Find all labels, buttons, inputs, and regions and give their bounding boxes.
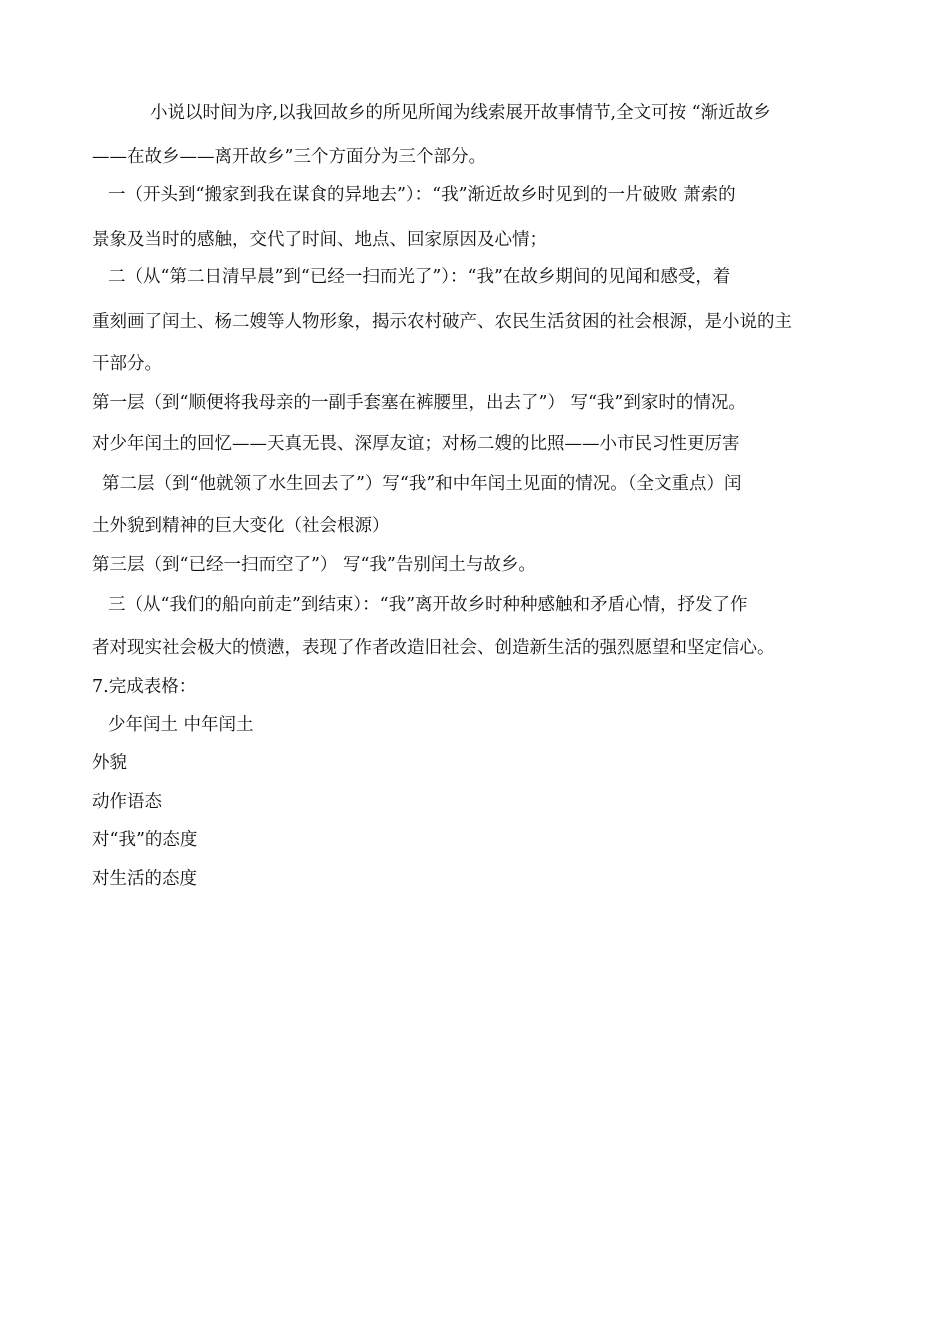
text-line-part1-1: 一（开头到“搬家到我在谋食的异地去”）：“我”渐近故乡时见到的一片破败 萧索的 xyxy=(108,185,736,205)
text-line-part2-1: 二（从“第二日清早晨”到“已经一扫而光了”）：“我”在故乡期间的见闻和感受，着 xyxy=(108,267,731,287)
table-row-attitude-to-life: 对生活的态度 xyxy=(92,869,197,889)
table-row-actions: 动作语态 xyxy=(92,792,162,812)
table-row-appearance: 外貌 xyxy=(92,753,127,773)
text-line-intro-1: 小说以时间为序,以我回故乡的所见所闻为线索展开故事情节,全文可按 “渐近故乡 xyxy=(150,103,771,123)
text-line-layer1-1: 第一层（到“顺便将我母亲的一副手套塞在裤腰里，出去了”） 写“我”到家时的情况。 xyxy=(92,393,746,413)
text-line-intro-2: ——在故乡——离开故乡”三个方面分为三个部分。 xyxy=(92,147,486,167)
text-line-layer1-2: 对少年闰土的回忆——天真无畏、深厚友谊；对杨二嫂的比照——小市民习性更厉害 xyxy=(92,434,740,454)
text-line-part1-2: 景象及当时的感触，交代了时间、地点、回家原因及心情； xyxy=(92,230,547,250)
text-line-layer3: 第三层（到“已经一扫而空了”） 写“我”告别闰土与故乡。 xyxy=(92,555,536,575)
text-line-part2-2: 重刻画了闰土、杨二嫂等人物形象，揭示农村破产、农民生活贫困的社会根源，是小说的主 xyxy=(92,312,792,332)
text-line-part2-3: 干部分。 xyxy=(92,354,162,374)
text-line-part3-1: 三（从“我们的船向前走”到结束）：“我”离开故乡时种种感触和矛盾心情，抒发了作 xyxy=(108,595,748,615)
question-heading: 7.完成表格： xyxy=(92,677,197,697)
table-header-row: 少年闰土 中年闰土 xyxy=(108,715,254,735)
table-row-attitude-to-me: 对“我”的态度 xyxy=(92,830,198,850)
text-line-layer2-1: 第二层（到“他就领了水生回去了”）写“我”和中年闰土见面的情况。（全文重点）闰 xyxy=(102,474,742,494)
text-line-part3-2: 者对现实社会极大的愤懑，表现了作者改造旧社会、创造新生活的强烈愿望和坚定信心。 xyxy=(92,638,775,658)
text-line-layer2-2: 土外貌到精神的巨大变化（社会根源） xyxy=(92,516,390,536)
